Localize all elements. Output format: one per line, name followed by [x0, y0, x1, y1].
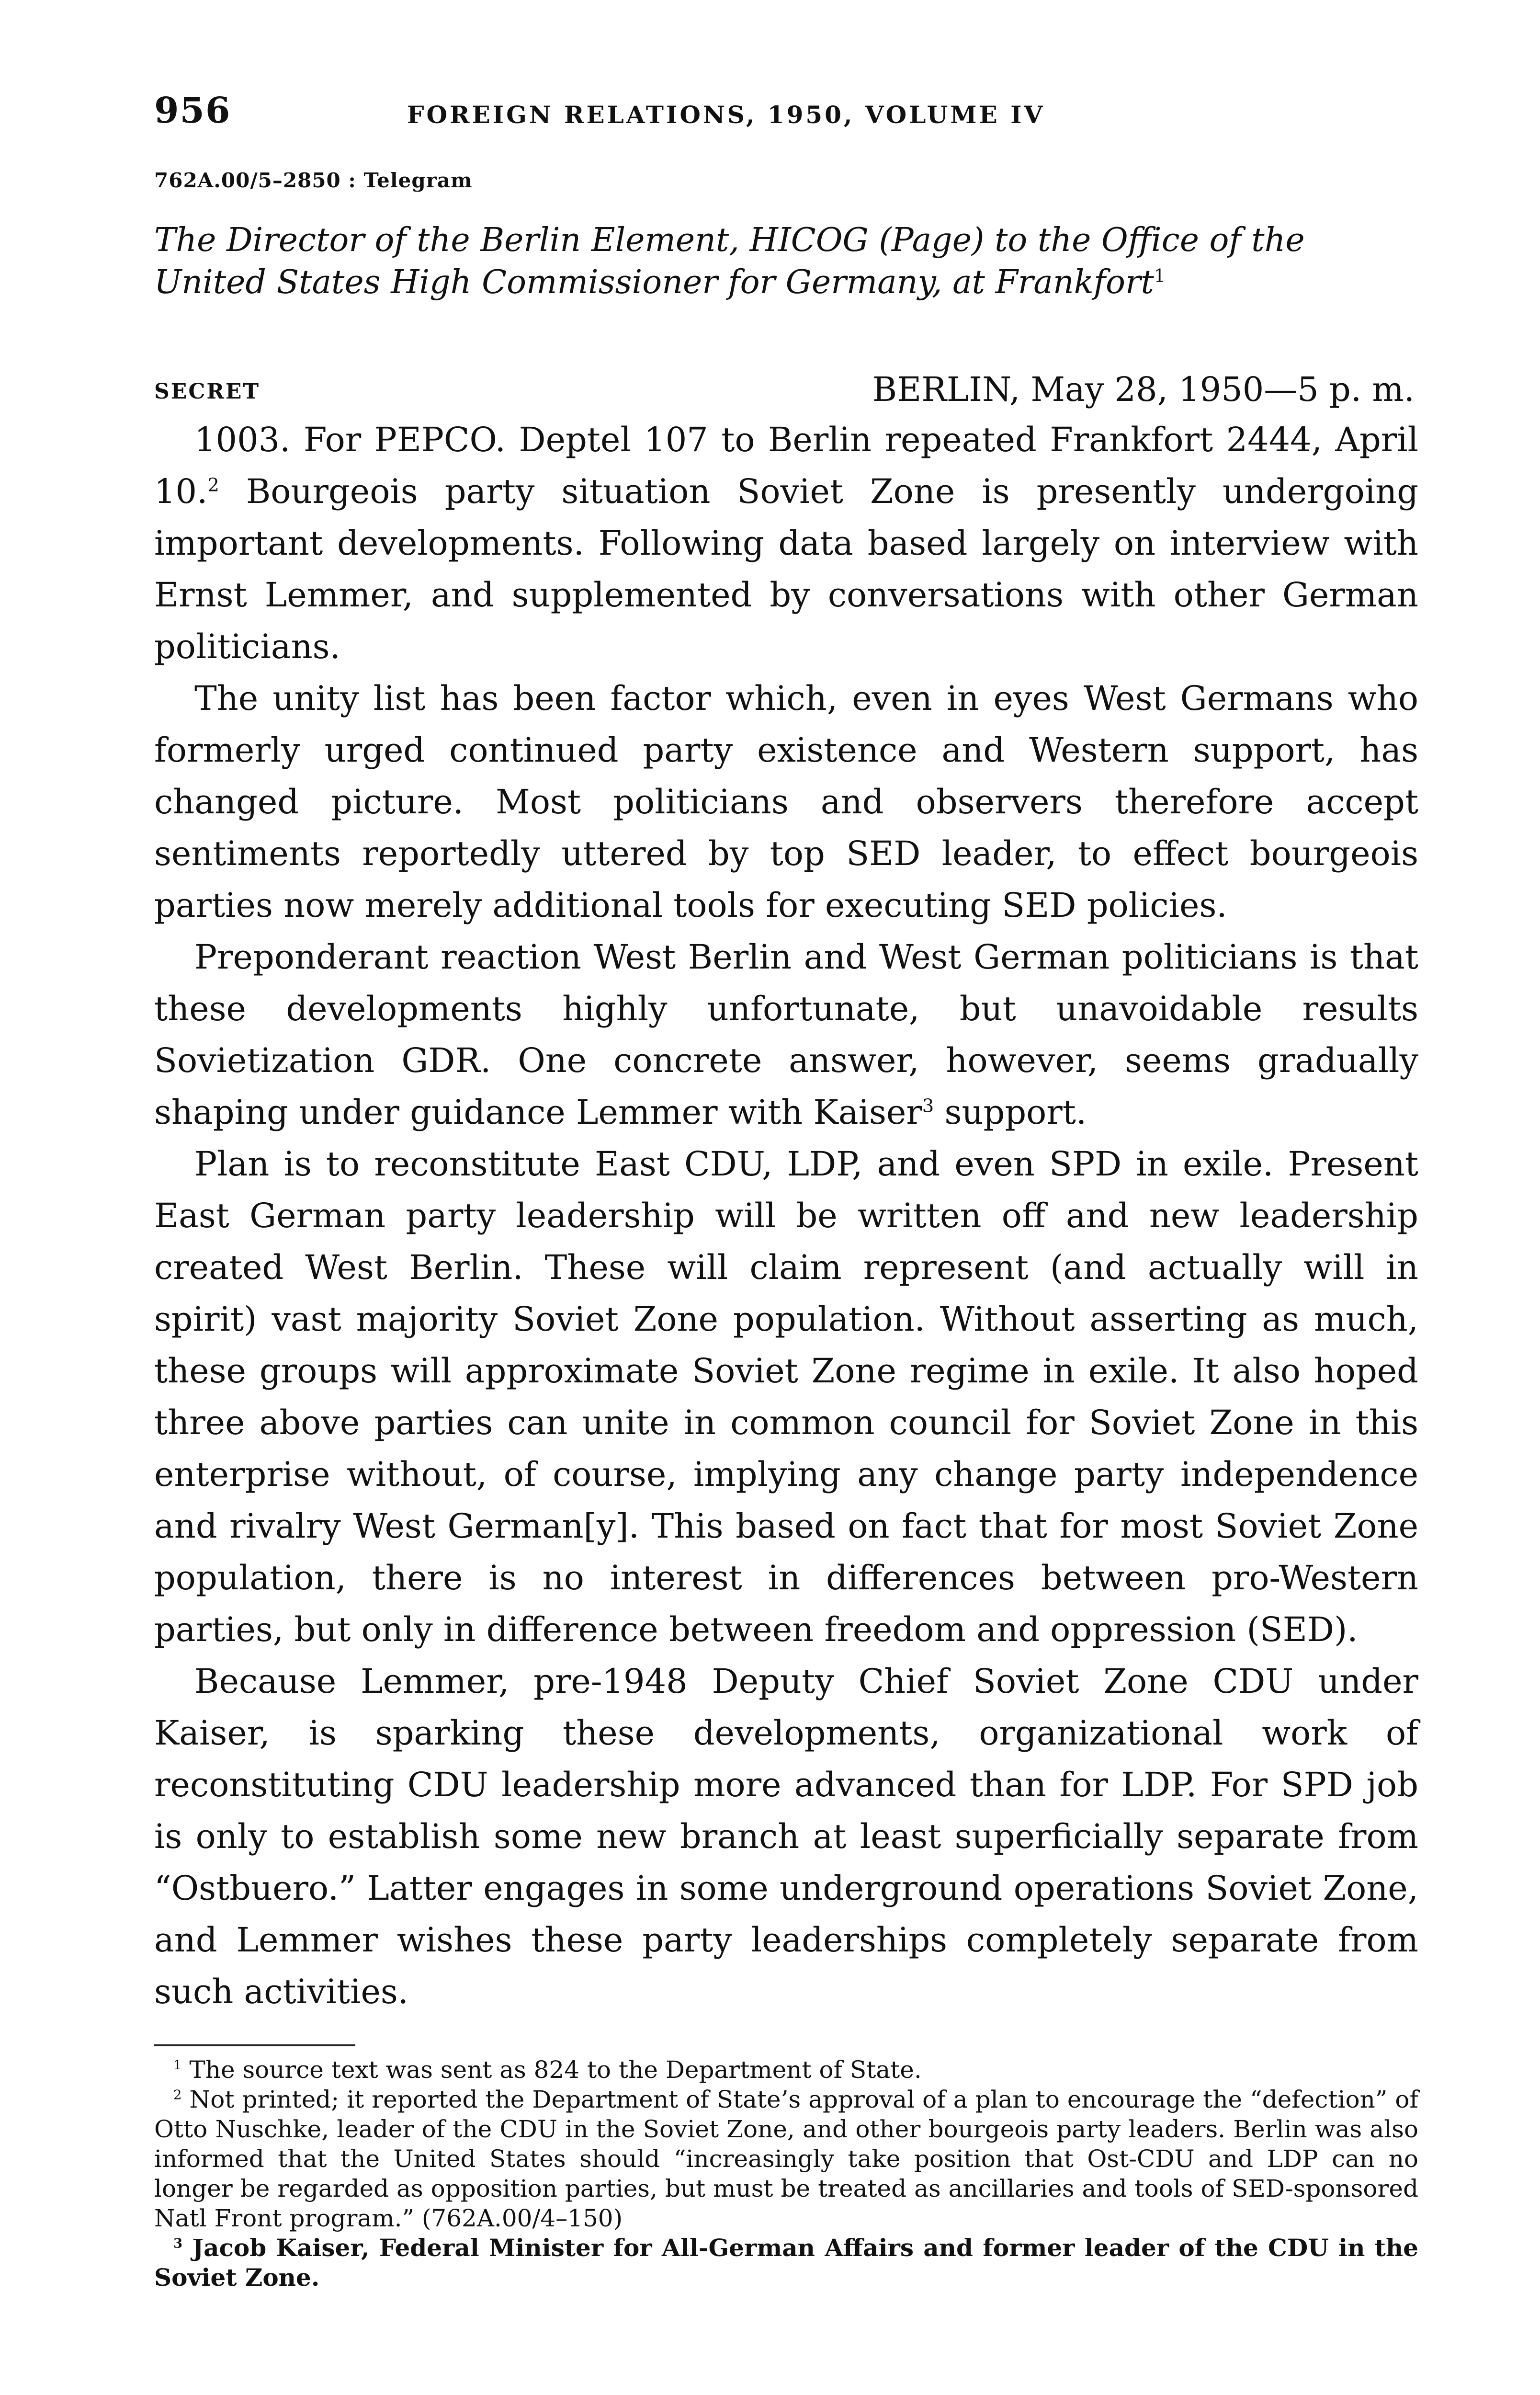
file-reference: 762A.00/5–2850 : Telegram	[154, 169, 473, 192]
paragraph-3-text-a: Preponderant reaction West Berlin and West German politicians is that these developments highly unfortunate, but unavoidable results Sovietization GDR. One concrete answer, however, seems gradually shaping under guidance Lemmer with Kaiser	[154, 937, 1418, 1132]
footnote-1-text: The source text was sent as 824 to the Department of State.	[189, 2056, 922, 2084]
footnote-2-text: Not printed; it reported the Department of State’s approval of a plan to encourage the “defection” of Otto Nuschke, leader of the CDU in the Soviet Zone, and other bourgeois party leaders. Berlin was also informed that the United States should “increasingly take position that Ost-CDU and LDP can no longer be regarded as opposition parties, but must be treated as ancillaries and tools of SED-sponsored Natl Front program.” (762A.00/4–150)	[154, 2086, 1418, 2232]
footnote-2-mark: 2	[173, 2087, 182, 2103]
classification-label: SECRET	[154, 379, 260, 404]
paragraph-3-text-b: support.	[934, 1093, 1087, 1132]
body-paragraph-5: Because Lemmer, pre-1948 Deputy Chief Soviet Zone CDU under Kaiser, is sparking these developments, organizational work of reconstituting CDU leadership more advanced than for LDP. For SPD job is only to establish some new branch at least superficially separate from “Ostbuero.” Latter engages in some underground operations Soviet Zone, and Lemmer wishes these party leaderships completely separate from such activities.	[154, 1662, 1418, 2011]
body-paragraph-2: The unity list has been factor which, even in eyes West Germans who formerly urged continued party existence and Western support, has changed picture. Most politicians and observers therefore accept sentiments reportedly uttered by top SED leader, to effect bourgeois parties now merely additional tools for executing SED policies.	[154, 679, 1418, 925]
footnote-1-mark: 1	[173, 2057, 182, 2073]
footnote-3-text: Jacob Kaiser, Federal Minister for All-German Affairs and former leader of the CDU in the Soviet Zone.	[154, 2234, 1418, 2292]
body-paragraph-4: Plan is to reconstitute East CDU, LDP, and even SPD in exile. Present East German party leadership will be written off and new leadership created West Berlin. These will claim represent (and actually will in spirit) vast majority Soviet Zone population. Without asserting as much, these groups will approximate Soviet Zone regime in exile. It also hoped three above parties can unite in common council for Soviet Zone in this enterprise without, of course, implying any change party independence and rivalry West German[y]. This based on fact that for most Soviet Zone population, there is no interest in differences between pro-Western parties, but only in difference between freedom and oppression (SED).	[154, 1144, 1418, 1649]
footnote-2	[154, 2085, 1418, 2233]
footnotes	[154, 2055, 1418, 2292]
paragraph-1-text-b: Bourgeois party situation Soviet Zone is presently undergoing important developments. Following data based largely on interview with Ernst Lemmer, and supplemented by conversations with other German politicians.	[154, 472, 1418, 666]
paragraph-1-text-a: 1003. For PEPCO. Deptel 107 to Berlin repeated Frankfort 2444, April 10.	[154, 420, 1418, 511]
footnote-3	[154, 2233, 1418, 2292]
document-heading	[154, 219, 1418, 304]
footnote-3-mark: 3	[173, 2235, 183, 2251]
body-paragraph-3	[154, 931, 1418, 1138]
footnote-divider	[154, 2044, 355, 2046]
telegram-body	[154, 414, 1418, 2018]
running-head	[154, 90, 1447, 143]
body-paragraph-1	[154, 414, 1418, 673]
heading-footnote-mark[interactable]: 1	[1154, 265, 1166, 286]
running-title: FOREIGN RELATIONS, 1950, VOLUME IV	[407, 101, 1045, 129]
heading-text: The Director of the Berlin Element, HICOG (Page) to the Office of the United States High Commissioner for Germany, at Frankfort	[154, 221, 1305, 301]
footnote-mark-2[interactable]: 2	[207, 474, 219, 496]
footnote-mark-3[interactable]: 3	[922, 1095, 934, 1117]
footnote-1	[154, 2055, 1418, 2085]
dateline: BERLIN, May 28, 1950—5 p. m.	[872, 370, 1415, 409]
page-number: 956	[154, 90, 231, 131]
